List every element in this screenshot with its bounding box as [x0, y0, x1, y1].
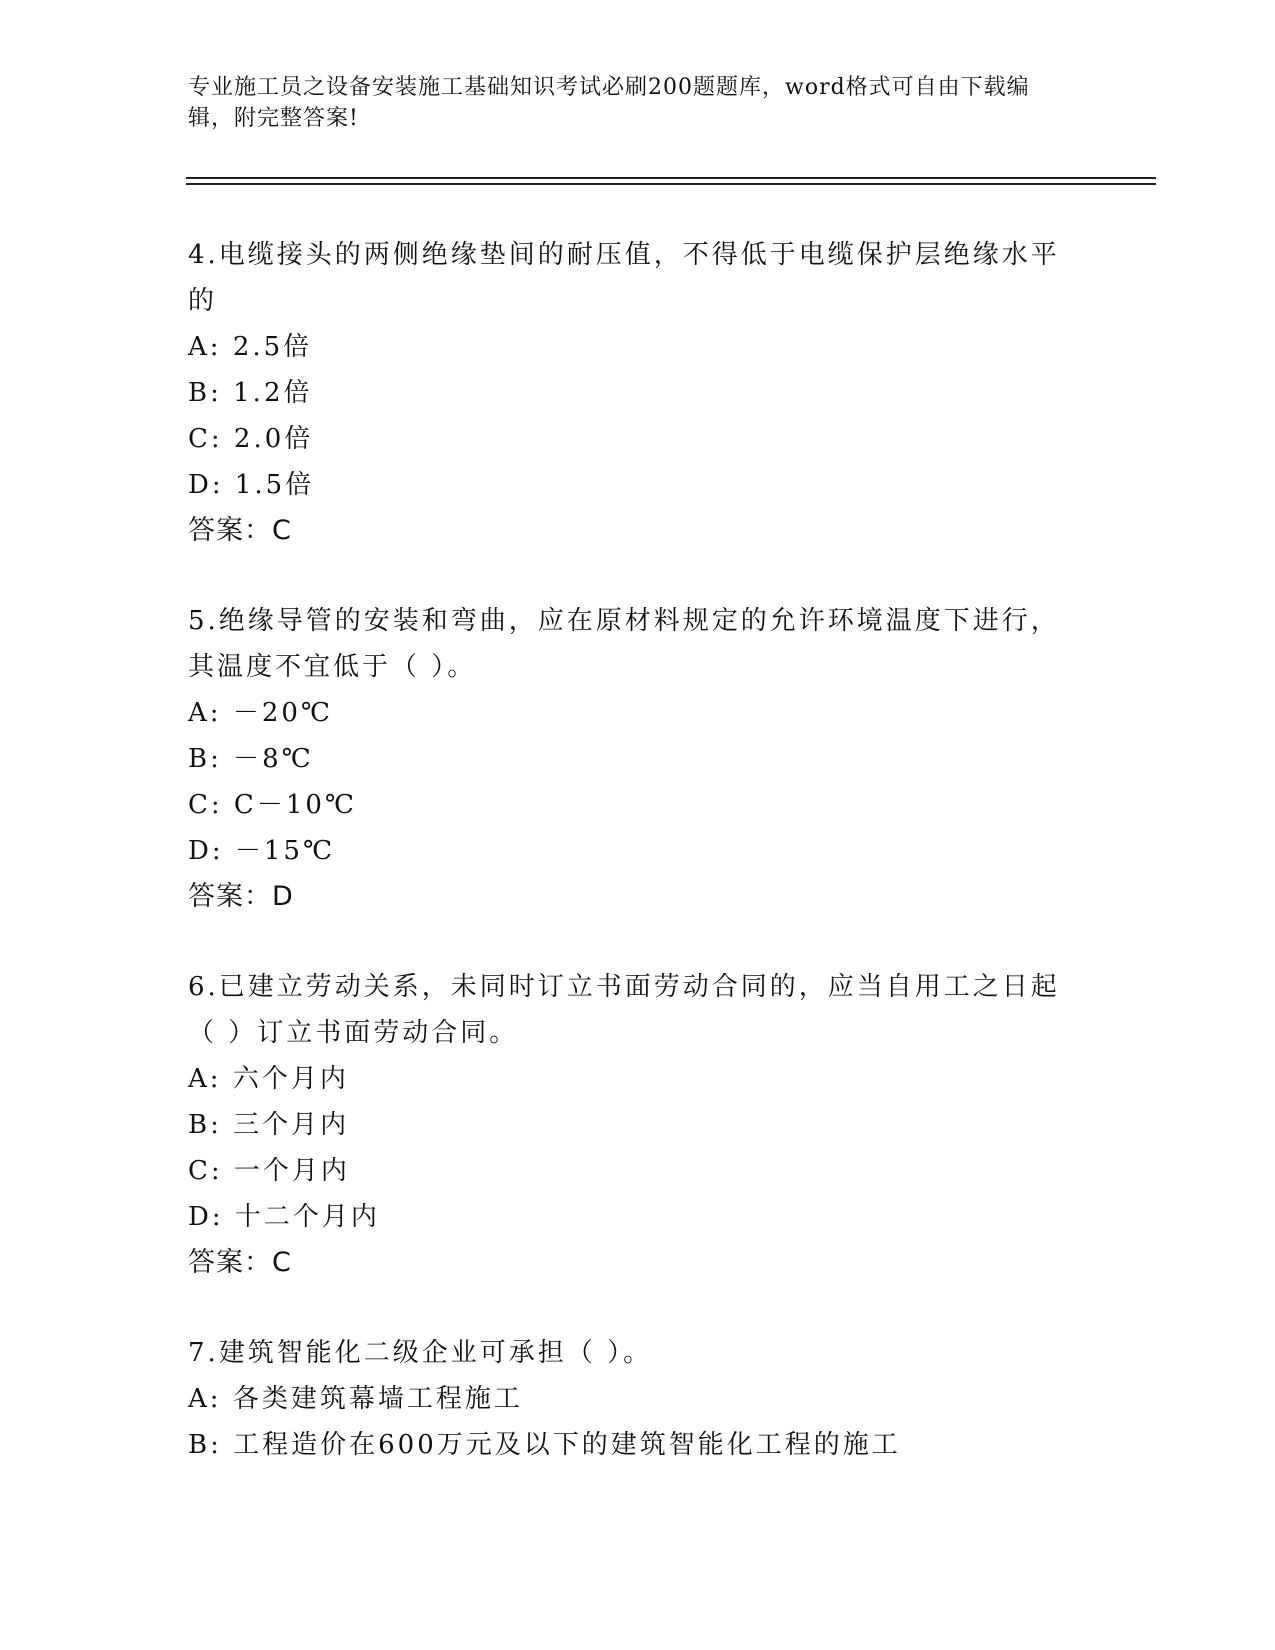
option-text: 各类建筑幕墙工程施工 — [232, 1384, 523, 1414]
option-letter: B: — [188, 1430, 222, 1460]
question-4 — [188, 232, 1068, 554]
option-a — [188, 1376, 1068, 1422]
question-7 — [188, 1330, 1068, 1468]
question-stem: 7.建筑智能化二级企业可承担（ ）。 — [188, 1338, 653, 1368]
option-text: 工程造价在600万元及以下的建筑智能化工程的施工 — [233, 1430, 901, 1460]
option-d — [188, 462, 1068, 508]
option-text: 六个月内 — [232, 1064, 349, 1094]
option-letter: A: — [188, 1384, 222, 1414]
option-letter: A: — [188, 1064, 222, 1094]
answer-line: 答案：C — [188, 1247, 292, 1278]
option-d — [188, 828, 1068, 874]
option-b — [188, 370, 1068, 416]
option-a — [188, 1056, 1068, 1102]
answer-line: 答案：C — [188, 515, 292, 546]
option-text: 1.2倍 — [233, 378, 313, 408]
option-letter: C: — [188, 790, 223, 820]
option-text: 十二个月内 — [234, 1202, 380, 1232]
option-letter: D: — [188, 836, 224, 866]
option-letter: A: — [188, 332, 222, 362]
option-text: 一个月内 — [233, 1156, 350, 1186]
option-letter: D: — [188, 1202, 224, 1232]
option-d — [188, 1194, 1068, 1240]
option-text: C－10℃ — [233, 790, 357, 820]
option-letter: A: — [188, 698, 222, 728]
option-c — [188, 416, 1068, 462]
option-c — [188, 1148, 1068, 1194]
header-divider-bottom — [186, 183, 1156, 185]
option-text: －15℃ — [234, 836, 336, 866]
option-a — [188, 690, 1068, 736]
option-text: －8℃ — [233, 744, 314, 774]
question-stem: 6.已建立劳动关系，未同时订立书面劳动合同的，应当自用工之日起（ ）订立书面劳动合同。 — [188, 972, 1060, 1048]
option-text: 三个月内 — [233, 1110, 350, 1140]
option-text: 1.5倍 — [234, 470, 315, 500]
question-5 — [188, 598, 1068, 920]
option-text: 2.5倍 — [232, 332, 313, 362]
document-header: 专业施工员之设备安装施工基础知识考试必刷200题题库，word格式可自由下载编辑，附完整答案! — [188, 75, 1030, 131]
option-letter: B: — [188, 1110, 222, 1140]
option-letter: D: — [188, 470, 224, 500]
option-letter: C: — [188, 424, 223, 454]
question-list — [188, 232, 1068, 1512]
header-divider-top — [186, 177, 1156, 179]
option-a — [188, 324, 1068, 370]
option-letter: C: — [188, 1156, 223, 1186]
option-text: －20℃ — [232, 698, 333, 728]
question-stem: 4.电缆接头的两侧绝缘垫间的耐压值，不得低于电缆保护层绝缘水平的 — [188, 240, 1060, 316]
option-b — [188, 1102, 1068, 1148]
option-text: 2.0倍 — [233, 424, 314, 454]
option-letter: B: — [188, 378, 222, 408]
question-stem: 5.绝缘导管的安装和弯曲，应在原材料规定的允许环境温度下进行，其温度不宜低于（ ）。 — [188, 606, 1060, 682]
question-6 — [188, 964, 1068, 1286]
answer-line: 答案：D — [188, 881, 294, 912]
option-letter: B: — [188, 744, 222, 774]
option-b — [188, 1422, 1068, 1468]
option-c — [188, 782, 1068, 828]
option-b — [188, 736, 1068, 782]
